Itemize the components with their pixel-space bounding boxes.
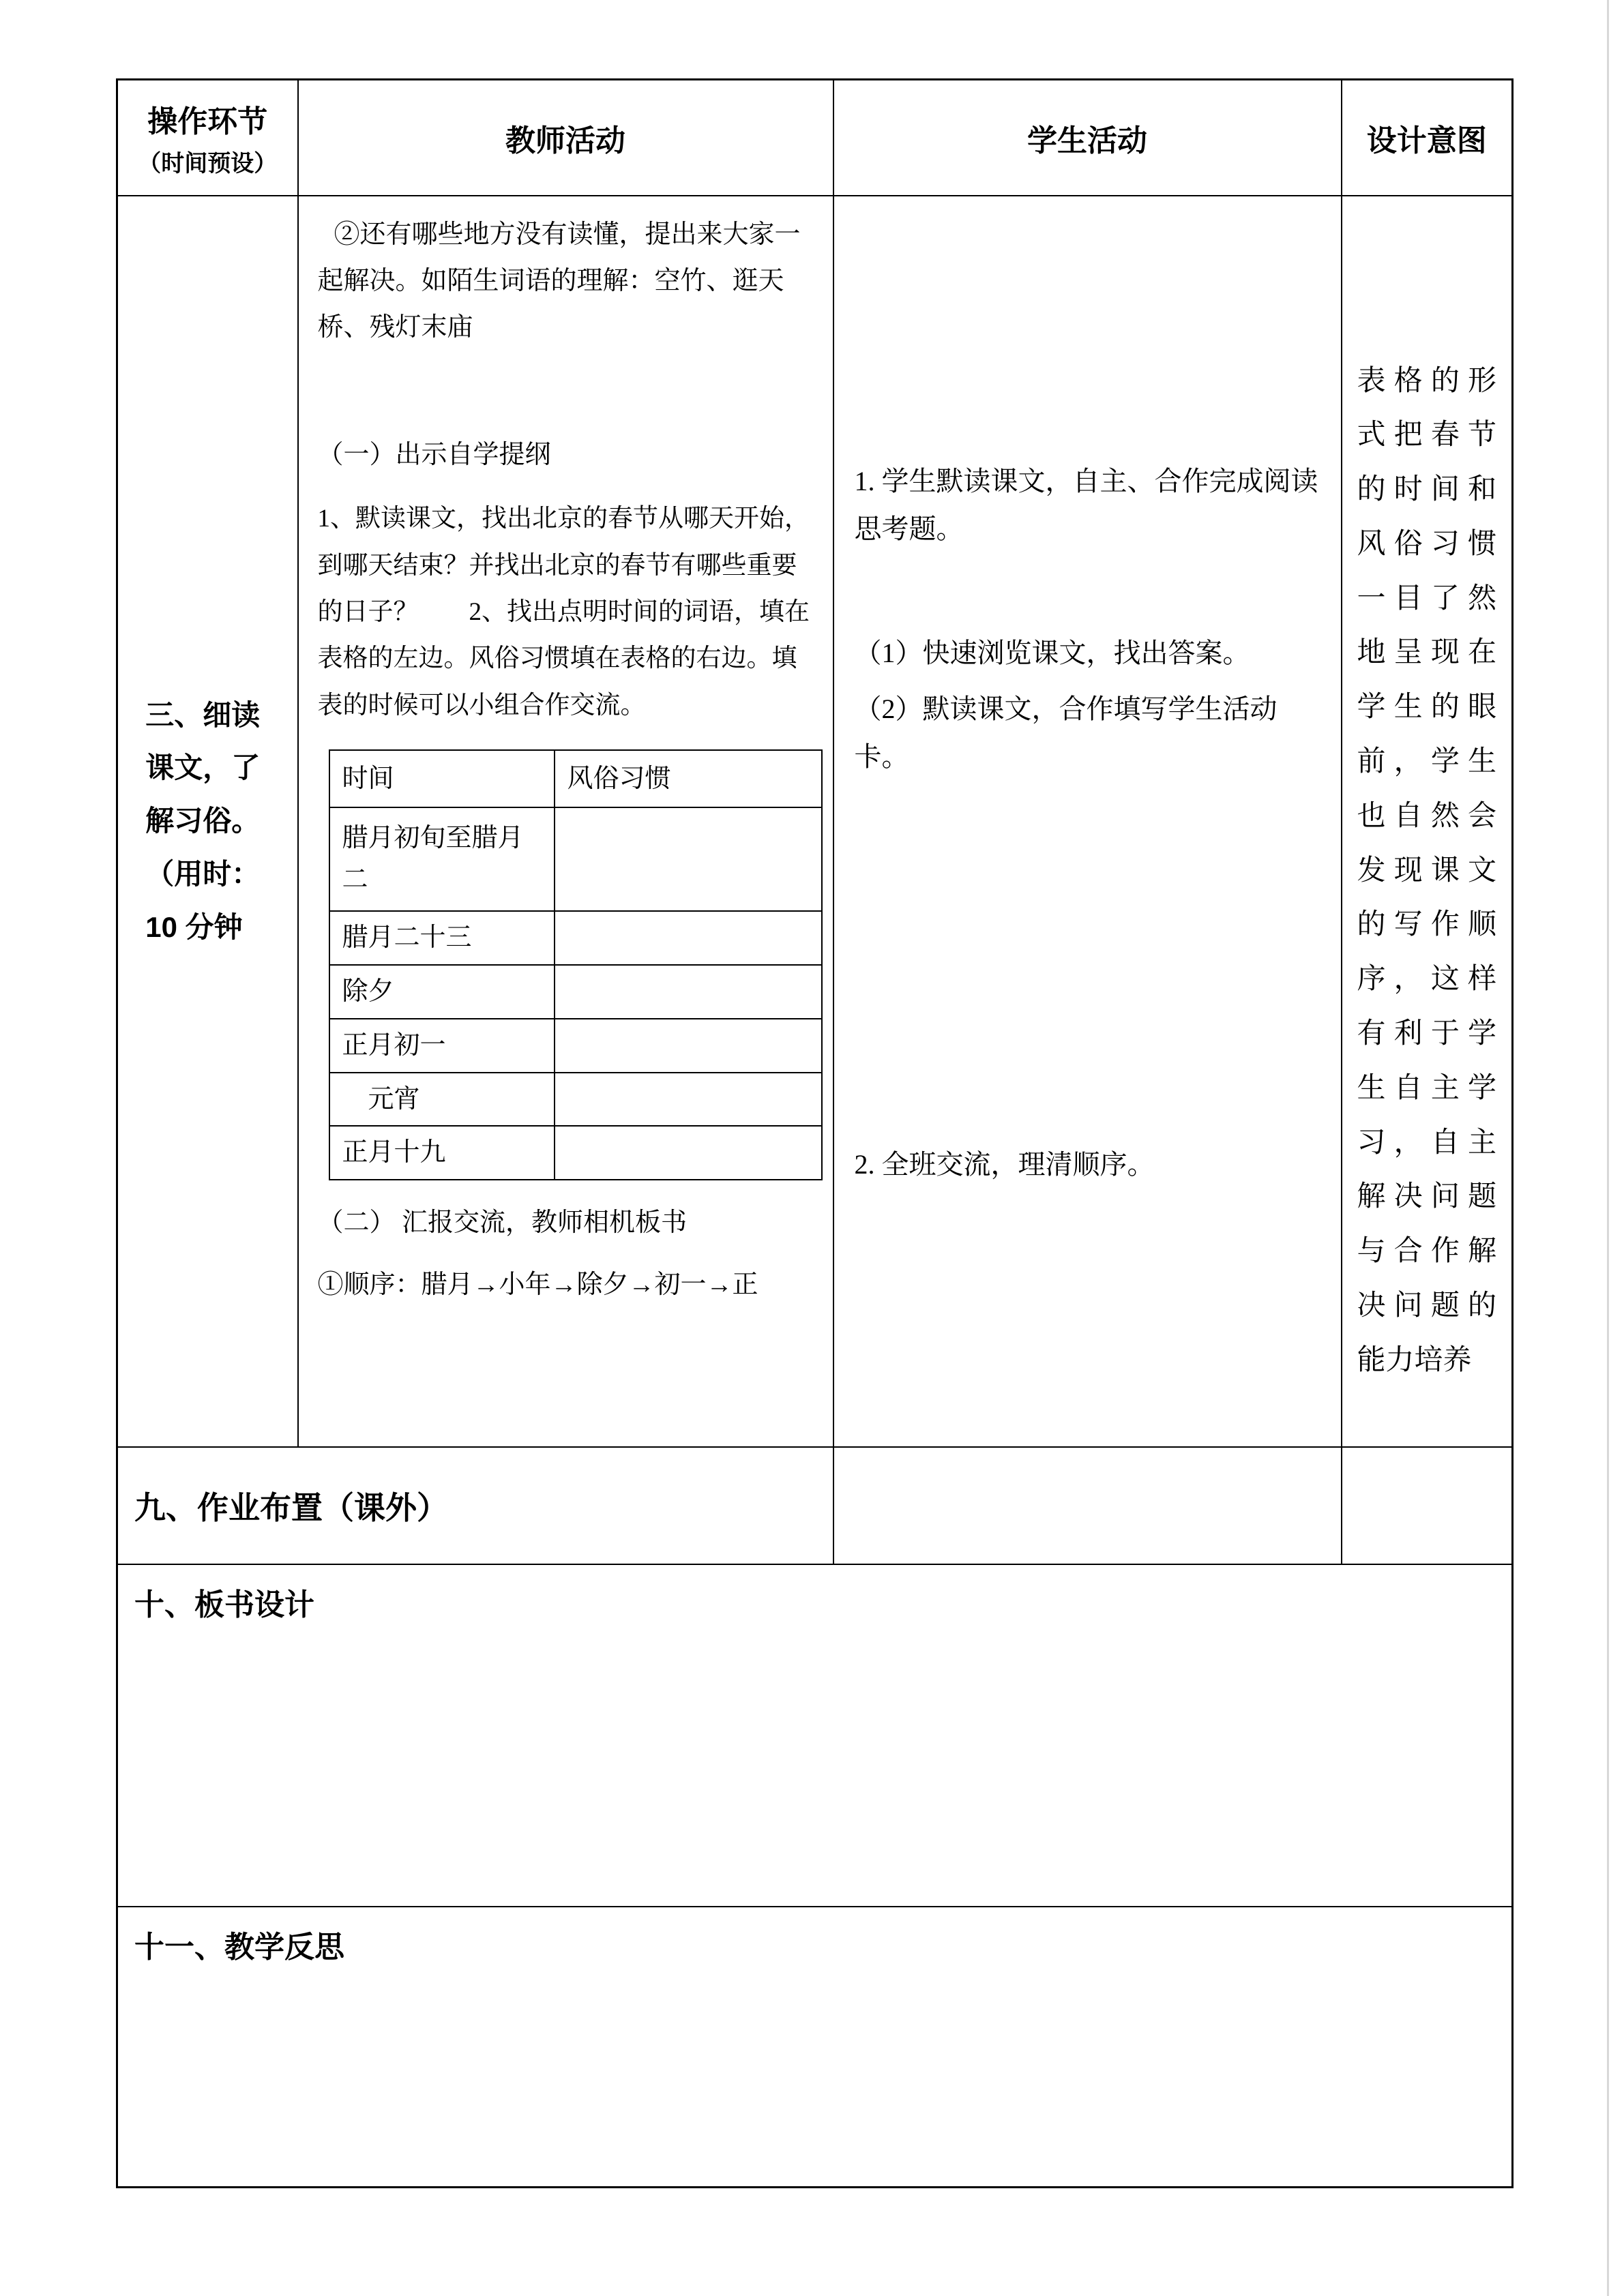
header-stage-cell — [117, 80, 298, 196]
student-paragraph-4: 2. 全班交流，理清顺序。 — [854, 1148, 1155, 1180]
teacher-paragraph-4: （二） 汇报交流，教师相机板书 — [317, 1208, 688, 1238]
custom-cell — [555, 911, 822, 965]
header-stage-subtitle: （时间预设） — [138, 151, 278, 177]
time-cell: 正月十九 — [329, 1126, 555, 1180]
custom-cell — [555, 807, 822, 911]
time-customs-header-row — [329, 750, 822, 807]
teacher-paragraph-2: （一）出示自学提纲 — [317, 440, 551, 469]
teacher-activity-cell — [298, 196, 833, 1447]
table-row — [329, 807, 822, 911]
main-content-row — [117, 196, 1513, 1447]
header-row — [117, 80, 1513, 196]
custom-cell — [555, 1019, 822, 1073]
time-cell: 除夕 — [329, 965, 555, 1019]
time-cell: 正月初一 — [329, 1019, 555, 1073]
student-paragraph-2: （1）快速浏览课文，找出答案。 — [854, 637, 1250, 668]
stage-text: 三、细读课文，了解习俗。（用时：10 分钟 — [145, 698, 261, 943]
header-teacher-activity: 教师活动 — [298, 80, 833, 196]
teaching-reflection-row — [117, 1907, 1513, 2188]
time-cell: 腊月二十三 — [329, 911, 555, 965]
lesson-plan-document — [116, 78, 1514, 2188]
customs-column-header: 风俗习惯 — [555, 750, 822, 807]
custom-cell — [555, 1126, 822, 1180]
time-column-header: 时间 — [329, 750, 555, 807]
table-row — [329, 1019, 822, 1073]
custom-cell — [555, 965, 822, 1019]
table-row — [329, 1126, 822, 1180]
header-student-activity: 学生活动 — [833, 80, 1342, 196]
board-design-title: 十、板书设计 — [117, 1564, 1513, 1907]
table-row — [329, 1073, 822, 1127]
scan-edge — [1607, 0, 1609, 2296]
homework-empty-cell-2 — [1342, 1447, 1513, 1564]
teacher-paragraph-5: ①顺序：腊月→小年→除夕→初一→正 — [317, 1270, 758, 1299]
homework-title: 九、作业布置（课外） — [117, 1447, 833, 1564]
board-design-row — [117, 1564, 1513, 1907]
homework-row — [117, 1447, 1513, 1564]
time-cell: 腊月初旬至腊月二 — [329, 807, 555, 911]
design-intent-text: 表格的形式把春节的时间和风俗习惯一目了然地呈现在学生的眼前，学生也自然会发现课文的写作顺序，这样有利于学生自主学习，自主解决问题与合作解决问题的能力培养 — [1357, 365, 1496, 1376]
design-intent-cell — [1342, 196, 1513, 1447]
header-stage-title: 操作环节 — [147, 105, 268, 139]
teaching-reflection-title: 十一、教学反思 — [117, 1907, 1513, 2188]
header-design-intent: 设计意图 — [1342, 80, 1513, 196]
lesson-plan-table — [116, 78, 1514, 2188]
student-paragraph-1: 1. 学生默读课文，自主、合作完成阅读思考题。 — [854, 465, 1318, 544]
homework-empty-cell-1 — [833, 1447, 1342, 1564]
teacher-paragraph-3: 1、默读课文，找出北京的春节从哪天开始，到哪天结束？并找出北京的春节有哪些重要的日子？ 2、找出点明时间的词语，填在表格的左边。风俗习惯填在表格的右边。填表的时候可以小组合作交流。 — [317, 505, 810, 719]
table-row — [329, 965, 822, 1019]
time-cell: 元宵 — [329, 1073, 555, 1127]
custom-cell — [555, 1073, 822, 1127]
student-activity-cell — [833, 196, 1342, 1447]
stage-cell — [117, 196, 298, 1447]
teacher-paragraph-1: ②还有哪些地方没有读懂，提出来大家一起解决。如陌生词语的理解：空竹、逛天桥、残灯末庙 — [317, 220, 801, 342]
student-paragraph-3: （2）默读课文，合作填写学生活动卡。 — [854, 693, 1278, 772]
table-row — [329, 911, 822, 965]
time-customs-table — [329, 749, 823, 1180]
